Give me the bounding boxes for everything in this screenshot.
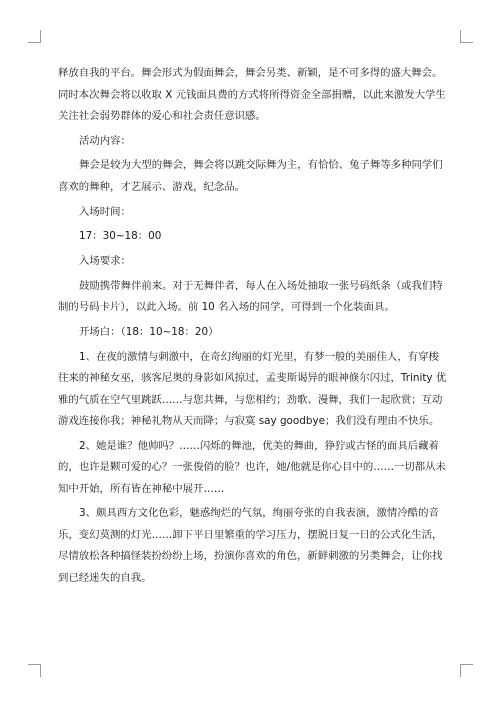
text-line: 活动内容：	[79, 134, 131, 147]
text-line: 游戏连接你我；神秘礼物从天而降；与寂寞 say goodbye；我们没有理由不快乐。	[58, 415, 440, 427]
crop-mark-top-left	[28, 30, 41, 43]
text-line: 知中开始，所有皆在神秘中展开……	[58, 482, 225, 495]
text-line: 舞会是较为大型的舞会，舞会将以跳交际舞为主，有恰恰、兔子舞等多种同学们	[79, 159, 443, 172]
text-line: 到已经迷失的自我。	[58, 571, 152, 584]
text-line: 喜欢的舞种，才艺展示、游戏，纪念品。	[58, 180, 246, 193]
text-line: 17：30~18：00	[79, 230, 162, 243]
document-body	[58, 63, 447, 589]
text-line: 的，也许是颗可爱的心？一张俊俏的脸？也许，她/他就是你心目中的……一切都从未	[58, 461, 446, 474]
text-line: 雅的气质在空气里跳跃……与您共舞，与您相约；劲歌、漫舞，我们一起欣赏；互动	[58, 393, 443, 406]
crop-mark-bottom-right	[460, 664, 473, 677]
text-line: 关注社会弱势群体的爱心和社会责任意识感。	[58, 110, 266, 122]
text-line: 释放自我的平台。舞会形式为假面舞会，舞会另类、新颖，是不可多得的盛大舞会。	[58, 67, 443, 79]
text-line: 1、在夜的激情与刺激中，在奇幻绚丽的灯光里，有梦一般的美丽佳人，有穿梭	[79, 350, 439, 363]
text-line: 尽情放松各种搞怪装扮纷纷上场，扮演你喜欢的角色，新鲜刺激的另类舞会，让你找	[58, 550, 443, 563]
text-line: 鼓励携带舞伴前来。对于无舞伴者，每人在入场处抽取一张号码纸条（或我们特	[79, 279, 443, 292]
text-line: 乐，变幻莫测的灯光……卸下平日里繁重的学习压力，摆脱日复一日的公式化生活，	[58, 528, 443, 541]
text-line: 往来的神秘女巫，骇客尼奥的身影如风掠过，孟斐斯谒异的眼神倏尔闪过，Trinity 优	[58, 372, 447, 384]
text-line: 同时本次舞会将以收取 X 元钱面具费的方式将所得资金全部捐赠，以此来激发大学生	[58, 88, 446, 101]
text-line: 2、她是谁？他帅吗？……闪烁的舞池，优美的舞曲，狰狞或古怪的面具后藏着	[79, 439, 439, 452]
text-line: 制的号码卡片），以此入场。前 10 名入场的同学，可得到一个化装面具。	[58, 301, 395, 314]
text-line: 开场白：（18：10~18：20）	[79, 325, 219, 338]
text-line: 入场时间：	[79, 205, 131, 218]
crop-mark-top-right	[460, 30, 473, 43]
text-line: 入场要求：	[79, 254, 131, 267]
text-line: 3、颇具西方文化色彩，魅惑绚烂的气氛，绚丽夸张的自我表演，激情冷酷的音	[79, 507, 439, 520]
crop-mark-bottom-left	[28, 664, 41, 677]
